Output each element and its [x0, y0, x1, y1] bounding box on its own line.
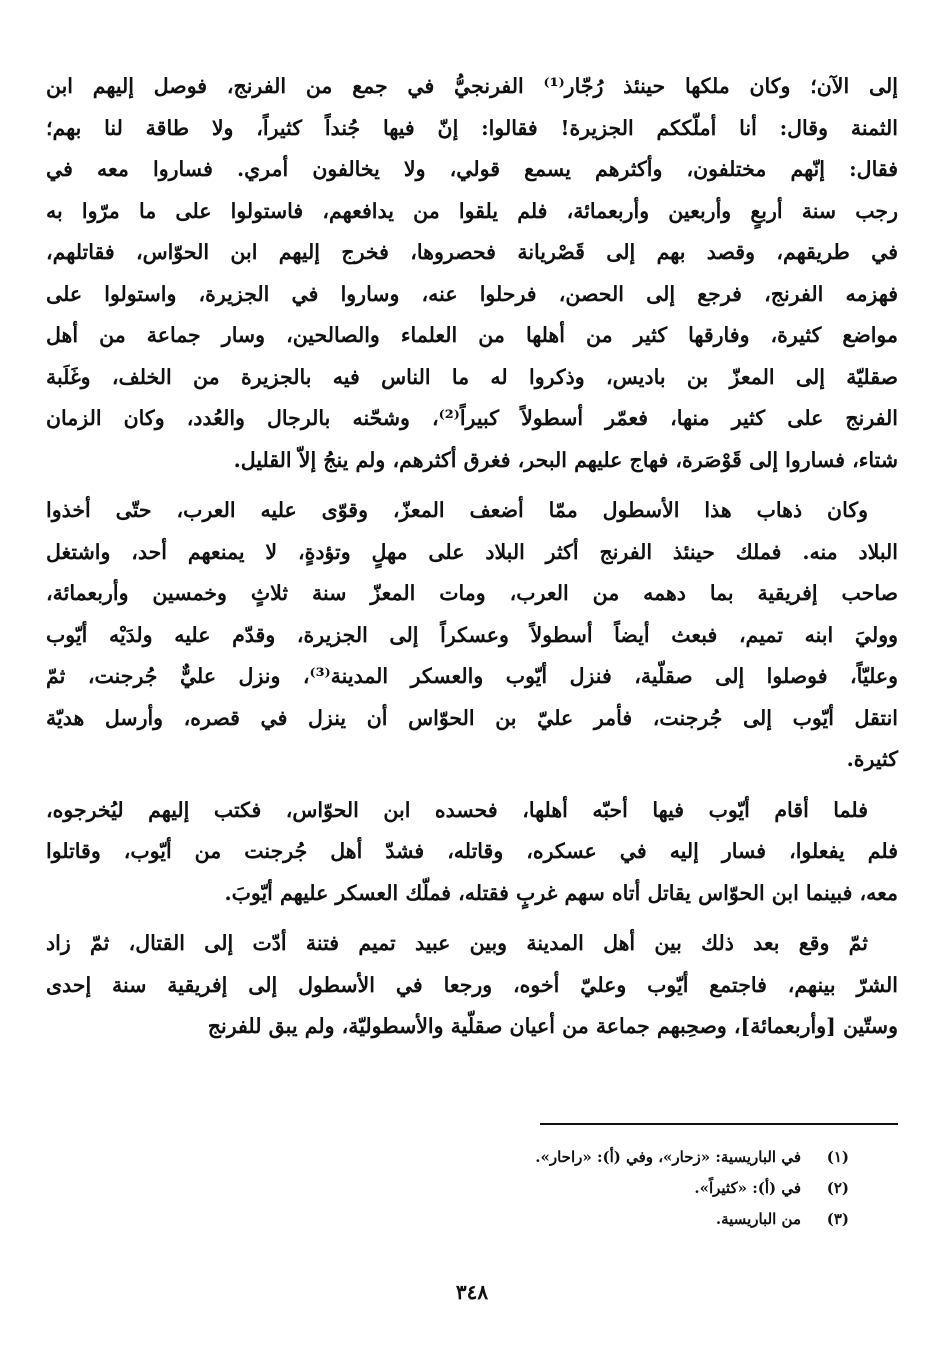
- paragraph: [46, 490, 898, 781]
- paragraph: [46, 66, 898, 481]
- footnote-text: في الباريسية: «زحار»، وفي (أ): «راحار».: [535, 1148, 801, 1166]
- text-line: كثيرة.: [846, 747, 898, 771]
- text-line: رجب سنة أربعٍ وأربعين وأربعمائة، فلم يلقوا من يدافعهم، فاستولوا على ما مرّوا به: [46, 198, 898, 223]
- text-line: شتاء، فساروا إلى قَوْصَرة، فهاج عليهم البحر، فغرق أكثرهم، ولم ينجُ إلاّ القليل.: [233, 447, 898, 472]
- text-line: وستّين [وأربعمائة]، وصحِبهم جماعة من أعيان صقلّية والأسطوليّة، ولم يبق للفرنج: [207, 1014, 898, 1038]
- text-line: وعليّاً، فوصلوا إلى صقلّية، فنزل أيّوب والعسكر المدينة⁽³⁾، ونزل عليٌّ جُرجنت، ثمّ: [46, 664, 898, 688]
- footnote-number: (٢): [826, 1179, 849, 1197]
- footnote-number: (١): [826, 1148, 849, 1166]
- footnote: [249, 1204, 849, 1235]
- footnote: [249, 1173, 849, 1204]
- text-line: معه، فبينما ابن الحوّاس يقاتل أتاه سهم غربٍ فقتله، فملّك العسكر عليهم أيّوبَ.: [224, 880, 898, 905]
- text-line: وكان ذهاب هذا الأسطول ممّا أضعف المعزّ، وقوّى عليه العرب، حتّى أخذوا: [46, 498, 868, 522]
- footnote-number: (٣): [826, 1210, 849, 1228]
- page-number: ٣٤٨: [455, 1280, 489, 1304]
- text-line: فقال: إنّهم مختلفون، وأكثرهم يسمع قولي، ولا يخالفون أمري. فساروا معه في: [46, 157, 898, 181]
- text-line: صقليّة إلى المعزّ بن باديس، وذكروا له ما الناس فيه بالجزيرة من الخلف، وغَلَبة: [46, 364, 898, 389]
- footnote: [249, 1142, 849, 1173]
- text-line: فلم يفعلوا، فسار إليه في عسكره، وقاتله، فشدّ أهل جُرجنت من أيّوب، وقاتلوا: [46, 839, 898, 863]
- footnote-text: من الباريسية.: [715, 1210, 801, 1228]
- footnote-text: في (أ): «كثيراً».: [694, 1179, 801, 1197]
- text-line: صاحب إفريقية بما دهمه من العرب، ومات المعزّ سنة ثلاثٍ وخمسين وأربعمائة،: [46, 581, 898, 605]
- footnote-divider: [540, 1123, 898, 1125]
- text-line: في طريقهم، وقصد بهم إلى قَصْريانة فحصروها، فخرج إليهم ابن الحوّاس، فقاتلهم،: [46, 240, 898, 264]
- text-line: البلاد منه. فملك حينئذ الفرنج أكثر البلاد على مهلٍ وتؤدةٍ، لا يمنعهم أحد، واشتغل: [46, 539, 898, 564]
- text-line: انتقل أيّوب إلى جُرجنت، فأمر عليّ بن الحوّاس أن ينزل في قصره، وأرسل هديّة: [46, 705, 898, 730]
- text-line: إلى الآن؛ وكان ملكها حينئذ رُجّار⁽¹⁾ الفرنجيُّ في جمع من الفرنج، فوصل إليهم ابن: [46, 74, 898, 98]
- text-line: ثمّ وقع بعد ذلك بين أهل المدينة وبين عبيد تميم فتنة أدّت إلى القتال، ثمّ زاد: [46, 931, 868, 955]
- text-line: مواضع كثيرة، وفارقها كثير من أهلها من العلماء والصالحين، وسار جماعة من أهل: [46, 323, 898, 347]
- text-line: فلما أقام أيّوب فيها أحبّه أهلها، فحسده ابن الحوّاس، فكتب إليهم ليُخرجوه،: [46, 797, 868, 822]
- text-line: ووليَ ابنه تميم، فبعث أيضاً أسطولاً وعسكراً إلى الجزيرة، وقدّم عليه ولدَيْه أيّوب: [46, 622, 898, 647]
- main-text: [46, 66, 898, 1057]
- text-line: الشرّ بينهم، فاجتمع أيّوب وعليّ أخوه، ورجعا في الأسطول إلى إفريقية سنة إحدى: [46, 972, 898, 997]
- text-line: الفرنج على كثير منها، فعمّر أسطولاً كبيراً⁽²⁾، وشحّنه بالرجال والعُدد، وكان الزمان: [46, 406, 898, 430]
- paragraph: [46, 790, 898, 915]
- footnotes: [249, 1142, 849, 1235]
- text-line: الثمنة وقال: أنا أملّككم الجزيرة! فقالوا: إنّ فيها جُنداً كثيراً، ولا طاقة لنا بهم؛: [46, 115, 898, 140]
- paragraph: [46, 923, 898, 1048]
- text-line: فهزمه الفرنج، فرجع إلى الحصن، فرحلوا عنه، وساروا في الجزيرة، واستولوا على: [46, 281, 898, 306]
